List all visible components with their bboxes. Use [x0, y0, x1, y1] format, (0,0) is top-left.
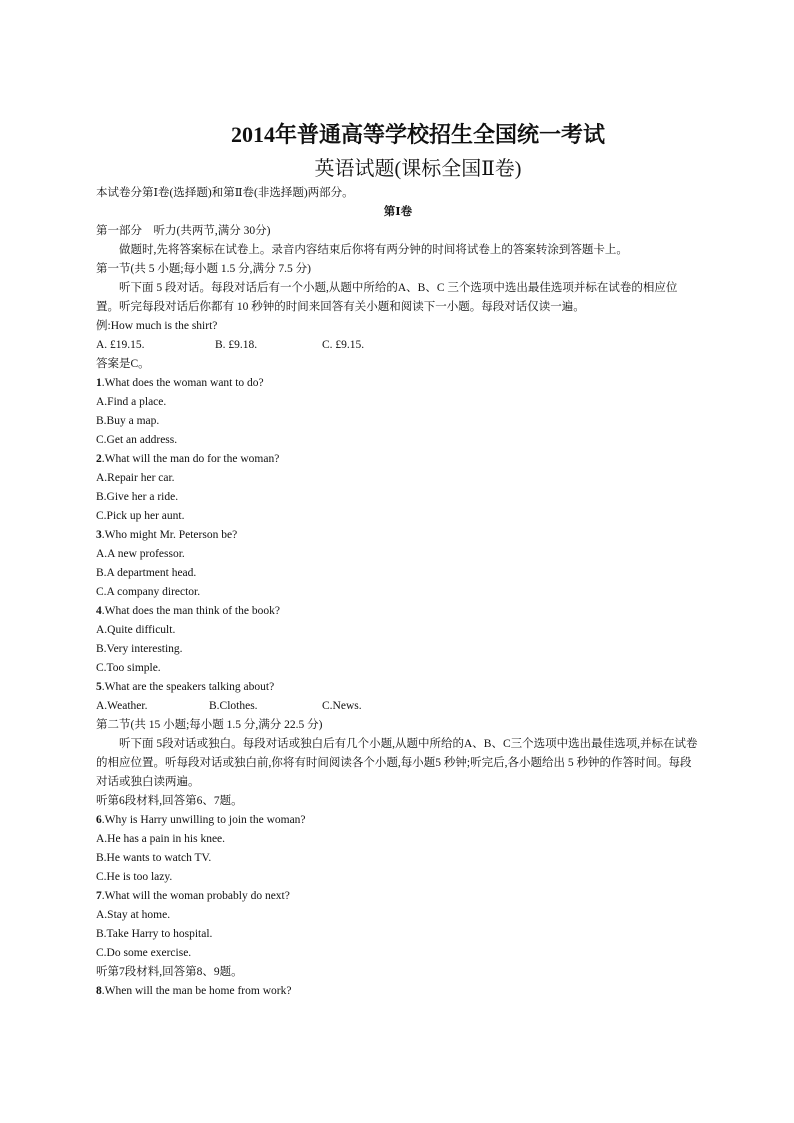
question-number: 3: [96, 529, 102, 541]
question-number: 7: [96, 890, 102, 902]
question-number: 6: [96, 814, 102, 826]
intro-line: 本试卷分第Ⅰ卷(选择题)和第Ⅱ卷(非选择题)两部分。: [96, 187, 354, 199]
question-5-options: [96, 697, 700, 716]
question-text: .Who might Mr. Peterson be?: [101, 529, 238, 541]
question-text: .What does the man think of the book?: [101, 605, 280, 617]
question-number: 4: [96, 605, 102, 617]
question-1: [96, 374, 700, 393]
part1-heading: 第一部分 听力(共两节,满分 30分): [96, 225, 271, 237]
option-7b: B.Take Harry to hospital.: [96, 928, 213, 940]
option-1b: B.Buy a map.: [96, 415, 160, 427]
example-question: 例:How much is the shirt?: [96, 320, 218, 332]
option-5b: B.Clothes.: [209, 700, 258, 712]
option-6c: C.He is too lazy.: [96, 871, 173, 883]
option-2c: C.Pick up her aunt.: [96, 510, 185, 522]
material-6-heading: 听第6段材料,回答第6、7题。: [96, 795, 243, 807]
option-3c: C.A company director.: [96, 586, 201, 598]
option-7a: A.Stay at home.: [96, 909, 171, 921]
option-5c: C.News.: [322, 700, 362, 712]
option-3a: A.A new professor.: [96, 548, 185, 560]
option-7c: C.Do some exercise.: [96, 947, 192, 959]
question-text: .What will the woman probably do next?: [101, 890, 290, 902]
part1-instruction: 做题时,先将答案标在试卷上。录音内容结束后你将有两分钟的时间将试卷上的答案转涂到答题卡上。: [119, 244, 628, 256]
section2-instruction: 听下面 5段对话或独白。每段对话或独白后有几个小题,从题中所给的A、B、C三个选项中选出最佳选项,并标在试卷的相应位置。听每段对话或独白前,你将有时间阅读各个小题,每小题5 秒钟;听完后,各小题给出 5 秒钟的作答时间。每段对话或独白读两遍。: [96, 738, 698, 788]
question-5: [96, 678, 700, 697]
option-4a: A.Quite difficult.: [96, 624, 176, 636]
question-text: .When will the man be home from work?: [101, 985, 292, 997]
option-1c: C.Get an address.: [96, 434, 178, 446]
question-number: 2: [96, 453, 102, 465]
question-number: 8: [96, 985, 102, 997]
question-8: [96, 982, 700, 1001]
example-option-c: C. £9.15.: [322, 339, 365, 351]
option-2a: A.Repair her car.: [96, 472, 175, 484]
question-text: .What does the woman want to do?: [101, 377, 264, 389]
option-6a: A.He has a pain in his knee.: [96, 833, 226, 845]
exam-subtitle: 英语试题(课标全国Ⅱ卷): [314, 158, 522, 180]
question-7: [96, 887, 700, 906]
option-5a: A.Weather.: [96, 700, 148, 712]
volume-heading: 第Ⅰ卷: [383, 206, 413, 218]
question-2: [96, 450, 700, 469]
question-6: [96, 811, 700, 830]
question-number: 5: [96, 681, 102, 693]
section2-heading: 第二节(共 15 小题;每小题 1.5 分,满分 22.5 分): [96, 719, 323, 731]
section1-heading: 第一节(共 5 小题;每小题 1.5 分,满分 7.5 分): [96, 263, 311, 275]
question-text: .Why is Harry unwilling to join the woman?: [101, 814, 306, 826]
example-option-b: B. £9.18.: [215, 339, 258, 351]
option-6b: B.He wants to watch TV.: [96, 852, 212, 864]
exam-title: 2014年普通高等学校招生全国统一考试: [230, 122, 605, 147]
section1-instruction: 听下面 5 段对话。每段对话后有一个小题,从题中所给的A、B、C 三个选项中选出最佳选项并标在试卷的相应位置。听完每段对话后你都有 10 秒钟的时间来回答有关小题和阅读下一小题。每段对话仅读一遍。: [96, 282, 678, 313]
question-text: .What are the speakers talking about?: [101, 681, 275, 693]
example-option-a: A. £19.15.: [96, 339, 145, 351]
option-4c: C.Too simple.: [96, 662, 161, 674]
option-3b: B.A department head.: [96, 567, 197, 579]
option-2b: B.Give her a ride.: [96, 491, 179, 503]
question-text: .What will the man do for the woman?: [101, 453, 280, 465]
exam-page: [96, 118, 700, 1001]
question-4: [96, 602, 700, 621]
option-4b: B.Very interesting.: [96, 643, 183, 655]
example-options: [96, 336, 700, 355]
question-3: [96, 526, 700, 545]
example-answer: 答案是C。: [96, 358, 150, 370]
question-number: 1: [96, 377, 102, 389]
option-1a: A.Find a place.: [96, 396, 167, 408]
material-7-heading: 听第7段材料,回答第8、9题。: [96, 966, 243, 978]
